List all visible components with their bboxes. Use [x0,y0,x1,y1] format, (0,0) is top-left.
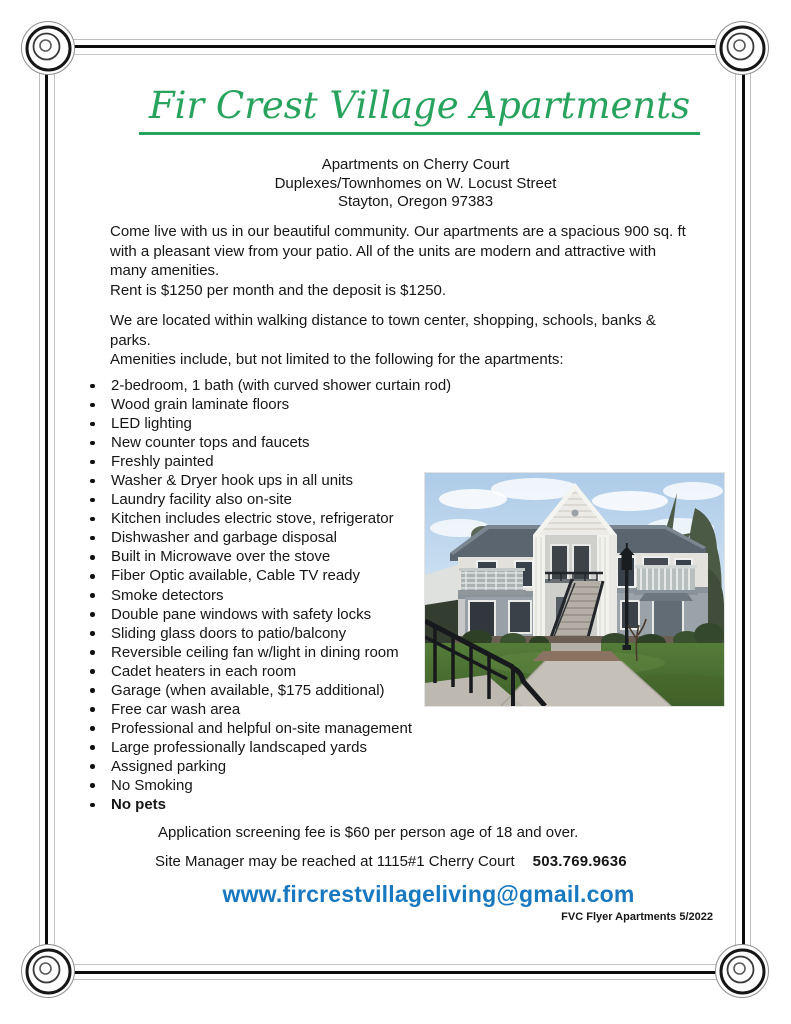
amenity-item: Kitchen includes electric stove, refrigerator [88,509,451,528]
contact-email-link[interactable]: www.fircrestvillageliving@gmail.com [222,881,635,907]
amenity-item: Cadet heaters in each room [88,662,451,681]
amenity-item: Smoke detectors [88,586,451,605]
address-line: Stayton, Oregon 97383 [337,193,494,211]
amenity-item: 2-bedroom, 1 bath (with curved shower curtain rod) [88,376,451,395]
corner-ornament-icon [20,943,76,999]
location-line: We are located within walking distance to town center, shopping, schools, banks & [110,312,656,329]
location-line: parks. [110,331,151,349]
amenity-item: LED lighting [88,414,451,433]
site-manager-phone: 503.769.9636 [532,853,627,870]
screening-fee-note: Application screening fee is $60 per person age of 18 and over. [158,824,579,841]
address-line: Duplexes/Townhomes on W. Locust Street [274,174,557,192]
site-manager-line [155,853,627,870]
intro-line: Come live with us in our beautiful community. Our apartments are a spacious 900 sq. ft [110,223,686,240]
location-line: Amenities include, but not limited to the following for the apartments: [110,351,564,368]
amenity-item: Large professionally landscaped yards [88,738,451,757]
address-block [20,156,791,212]
intro-line: with a pleasant view from your patio. All of the units are modern and attractive with [110,242,657,260]
amenity-item: No pets [88,795,451,814]
amenity-item: Washer & Dryer hook ups in all units [88,471,451,490]
flyer-version-note: FVC Flyer Apartments 5/2022 [561,911,713,923]
amenity-item: Sliding glass doors to patio/balcony [88,624,451,643]
intro-line: Rent is $1250 per month and the deposit is $1250. [110,281,447,299]
corner-ornament-icon [714,20,770,76]
amenity-item: Freshly painted [88,452,451,471]
location-paragraph [110,311,656,370]
amenities-list [88,376,451,814]
apartment-photo [424,472,725,707]
corner-ornament-icon [714,943,770,999]
amenity-item: Double pane windows with safety locks [88,605,451,624]
amenity-item: New counter tops and faucets [88,433,451,452]
page-title [24,84,791,128]
address-line: Apartments on Cherry Court [321,156,510,173]
corner-ornament-icon [20,20,76,76]
page-title-text: Fir Crest Village Apartments [139,84,700,135]
amenity-item: Fiber Optic available, Cable TV ready [88,566,451,585]
amenity-item: No Smoking [88,776,451,795]
amenity-item: Built in Microwave over the stove [88,547,451,566]
apartment-photo-image [425,473,724,706]
amenity-item: Garage (when available, $175 additional) [88,681,451,700]
intro-paragraph [110,222,686,300]
amenity-item: Wood grain laminate floors [88,395,451,414]
amenity-item: Dishwasher and garbage disposal [88,528,451,547]
amenity-item: Assigned parking [88,757,451,776]
intro-line: many amenities. [110,262,220,279]
site-manager-text: Site Manager may be reached at 1115#1 Cherry Court [155,853,515,870]
amenity-item: Reversible ceiling fan w/light in dining room [88,643,451,662]
amenity-item: Laundry facility also on-site [88,490,451,509]
amenity-item: Free car wash area [88,700,451,719]
amenity-item: Professional and helpful on-site management [88,719,451,738]
